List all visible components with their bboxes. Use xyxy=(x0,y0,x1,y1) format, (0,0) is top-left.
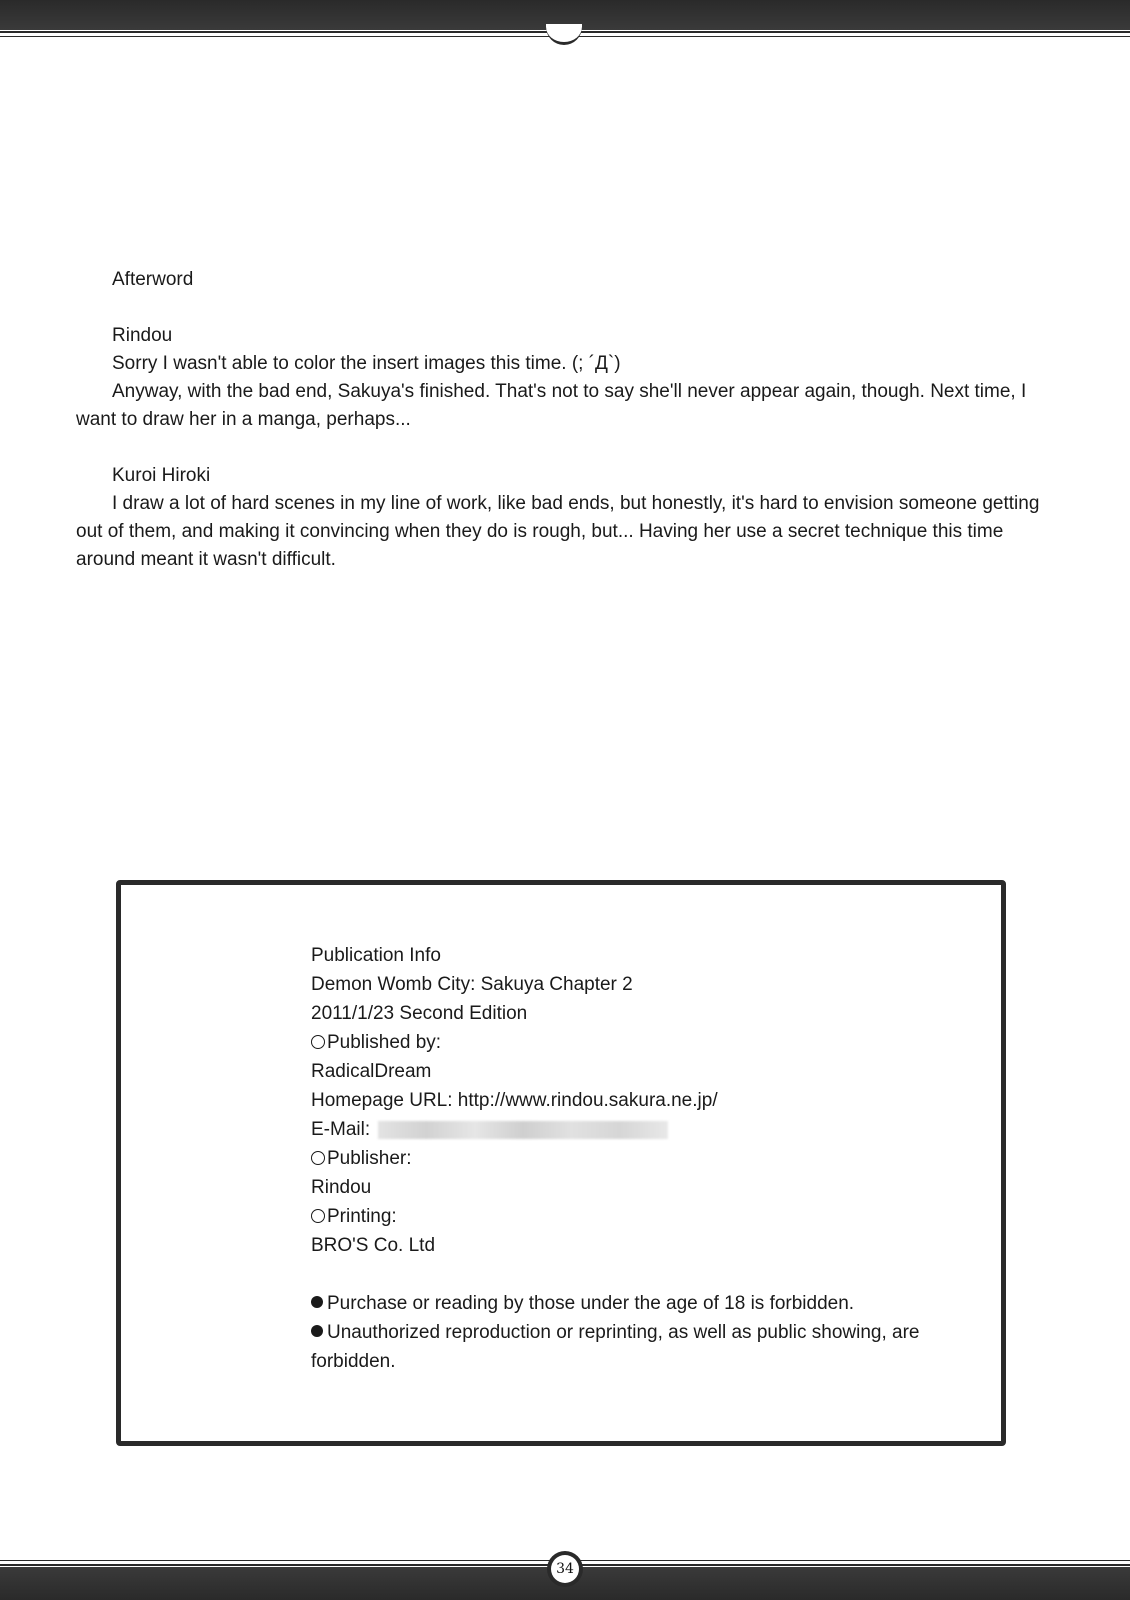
published-by-row xyxy=(311,1028,991,1057)
email-row xyxy=(311,1115,991,1144)
published-by-label: Published by: xyxy=(327,1032,442,1053)
afterword-title: Afterword xyxy=(112,269,194,290)
email-label: E-Mail: xyxy=(311,1119,371,1140)
circle-icon xyxy=(311,1035,325,1049)
author-kuroi-name: Kuroi Hiroki xyxy=(112,465,211,486)
redacted-email xyxy=(378,1121,668,1139)
notice-age: Purchase or reading by those under the age of 18 is forbidden. xyxy=(311,1289,991,1318)
author-rindou-name: Rindou xyxy=(112,325,173,346)
circle-icon xyxy=(311,1209,325,1223)
kuroi-text: I draw a lot of hard scenes in my line of work, like bad ends, but honestly, it's hard to envision someone getting out of them, and making it convincing when they do is rough, but... Having her use a secret technique this time around meant it wasn't difficult. xyxy=(76,493,1040,570)
publisher-value: Rindou xyxy=(311,1177,372,1198)
circle-icon xyxy=(311,1151,325,1165)
publisher-row xyxy=(311,1144,991,1173)
printing-label: Printing: xyxy=(327,1206,397,1227)
publication-info xyxy=(311,941,991,1376)
notice-reproduction: Unauthorized reproduction or reprinting, as well as public showing, are forbidden. xyxy=(311,1322,920,1372)
publication-heading: Publication Info xyxy=(311,945,441,966)
bullet-icon xyxy=(311,1325,323,1337)
homepage-url: Homepage URL: http://www.rindou.sakura.ne.jp/ xyxy=(311,1090,718,1111)
rindou-line-1: Sorry I wasn't able to color the insert images this time. (; ´Д`) xyxy=(112,353,621,374)
afterword-section xyxy=(76,266,1060,574)
page-number: 34 xyxy=(551,1555,579,1583)
publication-title: Demon Womb City: Sakuya Chapter 2 xyxy=(311,974,633,995)
publication-edition: 2011/1/23 Second Edition xyxy=(311,1003,528,1024)
published-by-value: RadicalDream xyxy=(311,1061,432,1082)
bullet-icon xyxy=(311,1296,323,1308)
rindou-line-2: Anyway, with the bad end, Sakuya's finished. That's not to say she'll never appear again, though. Next time, I want to draw her in a manga, perhaps... xyxy=(76,381,1027,430)
publication-info-box xyxy=(116,880,1006,1446)
top-ornament xyxy=(546,24,582,45)
printing-row xyxy=(311,1202,991,1231)
printing-value: BRO'S Co. Ltd xyxy=(311,1235,436,1256)
publisher-label: Publisher: xyxy=(327,1148,412,1169)
